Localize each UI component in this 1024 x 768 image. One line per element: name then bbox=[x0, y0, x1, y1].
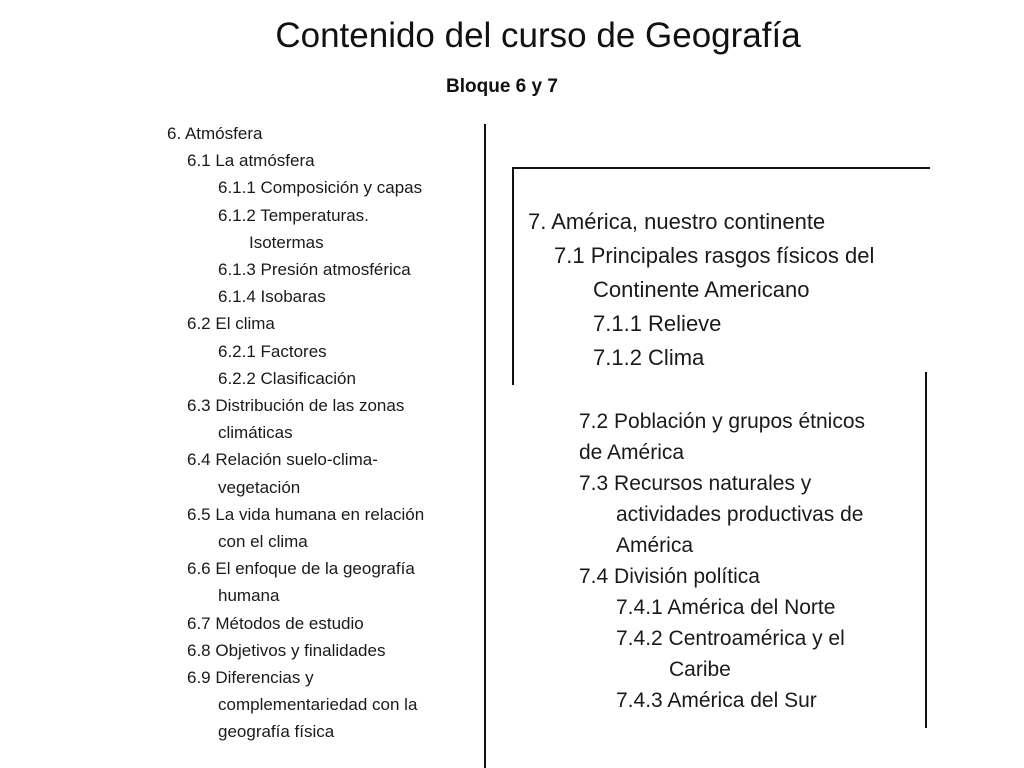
bloque-7-outline-bottom bbox=[579, 406, 865, 716]
outline-item: 7.4.1 América del Norte bbox=[616, 596, 836, 619]
outline-item: 6.1.4 Isobaras bbox=[218, 287, 326, 307]
outline-item: 7.4.2 Centroamérica y el bbox=[616, 627, 845, 650]
outline-item: 7. América, nuestro continente bbox=[528, 209, 826, 234]
outline-item: Isotermas bbox=[249, 232, 324, 252]
outline-item: 6.2 El clima bbox=[187, 314, 275, 334]
outline-item: vegetación bbox=[218, 477, 301, 497]
outline-item: 6.5 La vida humana en relación bbox=[187, 504, 425, 524]
outline-item: 7.1 Principales rasgos físicos del bbox=[554, 243, 875, 268]
block-7-left-rule bbox=[512, 167, 514, 385]
outline-item: Caribe bbox=[669, 658, 731, 681]
outline-item: actividades productivas de bbox=[616, 503, 864, 526]
outline-item: 6.2.2 Clasificación bbox=[218, 368, 356, 388]
bloque-7-outline-top bbox=[528, 205, 874, 375]
outline-item: 6.9 Diferencias y bbox=[187, 668, 314, 688]
outline-item: 6.2.1 Factores bbox=[218, 341, 327, 361]
outline-item: 6.8 Objetivos y finalidades bbox=[187, 640, 386, 660]
outline-item: geografía física bbox=[218, 722, 335, 742]
outline-item: 6.1 La atmósfera bbox=[187, 151, 315, 171]
outline-item: 6.1.3 Presión atmosférica bbox=[218, 260, 411, 280]
outline-item: con el clima bbox=[218, 532, 308, 552]
outline-item: Continente Americano bbox=[593, 277, 810, 302]
outline-item: 6.3 Distribución de las zonas bbox=[187, 396, 405, 416]
outline-item: 7.1.1 Relieve bbox=[593, 311, 722, 336]
outline-item: climáticas bbox=[218, 423, 293, 443]
outline-item: humana bbox=[218, 586, 280, 606]
outline-item: 6.1.1 Composición y capas bbox=[218, 178, 423, 198]
outline-item: 7.4.3 América del Sur bbox=[616, 689, 817, 712]
outline-item: América bbox=[616, 534, 694, 557]
outline-item: de América bbox=[579, 441, 685, 464]
center-divider bbox=[484, 124, 486, 768]
outline-item: 6. Atmósfera bbox=[167, 124, 263, 143]
outline-item: 6.7 Métodos de estudio bbox=[187, 613, 364, 633]
outline-item: complementariedad con la bbox=[218, 695, 418, 715]
outline-item: 7.3 Recursos naturales y bbox=[579, 472, 812, 495]
outline-item: 7.1.2 Clima bbox=[593, 345, 705, 370]
page-subtitle: Bloque 6 y 7 bbox=[446, 76, 558, 97]
outline-item: 6.4 Relación suelo-clima- bbox=[187, 450, 378, 470]
outline-item: 6.6 El enfoque de la geografía bbox=[187, 559, 415, 579]
page-title: Contenido del curso de Geografía bbox=[275, 16, 801, 55]
outline-item: 7.2 Población y grupos étnicos bbox=[579, 410, 866, 433]
bloque-6-outline bbox=[167, 120, 424, 746]
block-7-right-rule bbox=[925, 372, 927, 728]
outline-item: 7.4 División política bbox=[579, 565, 760, 588]
outline-item: 6.1.2 Temperaturas. bbox=[218, 205, 369, 225]
block-7-top-rule bbox=[512, 167, 930, 169]
